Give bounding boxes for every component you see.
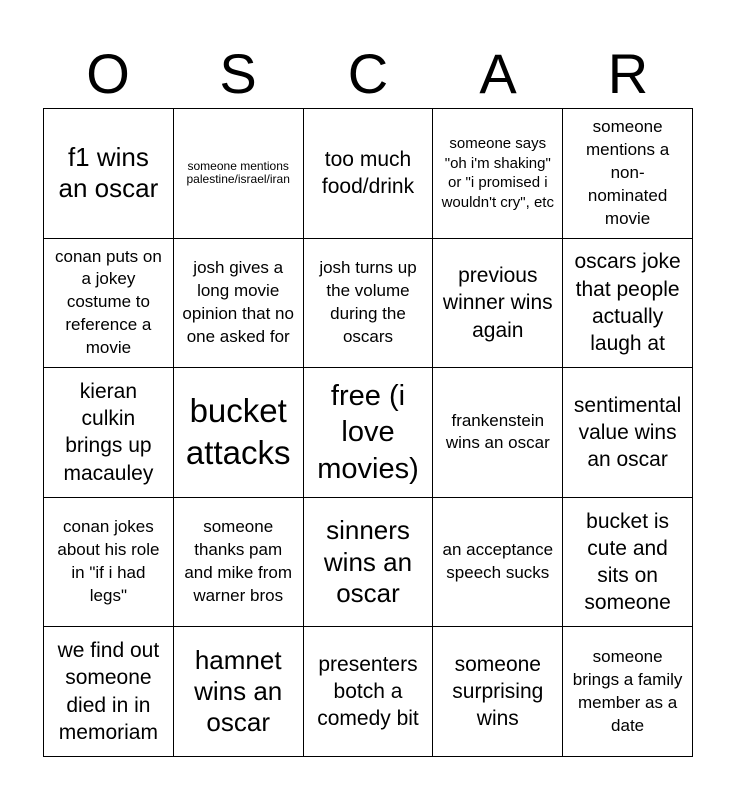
bingo-cell[interactable]: frankenstein wins an oscar [433, 368, 563, 498]
bingo-cell[interactable]: too much food/drink [304, 109, 434, 239]
bingo-cell[interactable]: an acceptance speech sucks [433, 498, 563, 628]
header-letter-o: O [86, 42, 130, 105]
bingo-cell[interactable]: oscars joke that people actually laugh at [563, 239, 693, 369]
bingo-cell[interactable]: someone surprising wins [433, 627, 563, 757]
bingo-cell[interactable]: josh turns up the volume during the oscars [304, 239, 434, 369]
header-letter-s: S [219, 42, 257, 105]
header-letter-c: C [347, 42, 389, 105]
bingo-cell[interactable]: presenters botch a comedy bit [304, 627, 434, 757]
bingo-cell[interactable]: conan jokes about his role in "if i had legs" [44, 498, 174, 628]
bingo-cell[interactable]: bucket is cute and sits on someone [563, 498, 693, 628]
bingo-cell[interactable]: someone mentions a non-nominated movie [563, 109, 693, 239]
bingo-cell[interactable]: hamnet wins an oscar [174, 627, 304, 757]
bingo-cell[interactable]: previous winner wins again [433, 239, 563, 369]
bingo-cell[interactable]: we find out someone died in in memoriam [44, 627, 174, 757]
bingo-cell[interactable]: josh gives a long movie opinion that no one asked for [174, 239, 304, 369]
bingo-cell[interactable]: someone thanks pam and mike from warner bros [174, 498, 304, 628]
header-letter-a: A [479, 42, 517, 105]
bingo-cell[interactable]: someone says "oh i'm shaking" or "i promised i wouldn't cry", etc [433, 109, 563, 239]
bingo-cell[interactable]: someone mentions palestine/israel/iran [174, 109, 304, 239]
header-letter-r: R [607, 42, 649, 105]
bingo-cell[interactable]: conan puts on a jokey costume to reference a movie [44, 239, 174, 369]
bingo-cell[interactable]: bucket attacks [174, 368, 304, 498]
bingo-cell[interactable]: f1 wins an oscar [44, 109, 174, 239]
bingo-cell[interactable]: free (i love movies) [304, 368, 434, 498]
bingo-cell[interactable]: someone brings a family member as a date [563, 627, 693, 757]
bingo-cell[interactable]: sentimental value wins an oscar [563, 368, 693, 498]
bingo-board [43, 108, 693, 757]
bingo-cell[interactable]: sinners wins an oscar [304, 498, 434, 628]
bingo-header [43, 40, 693, 108]
bingo-cell[interactable]: kieran culkin brings up macauley [44, 368, 174, 498]
